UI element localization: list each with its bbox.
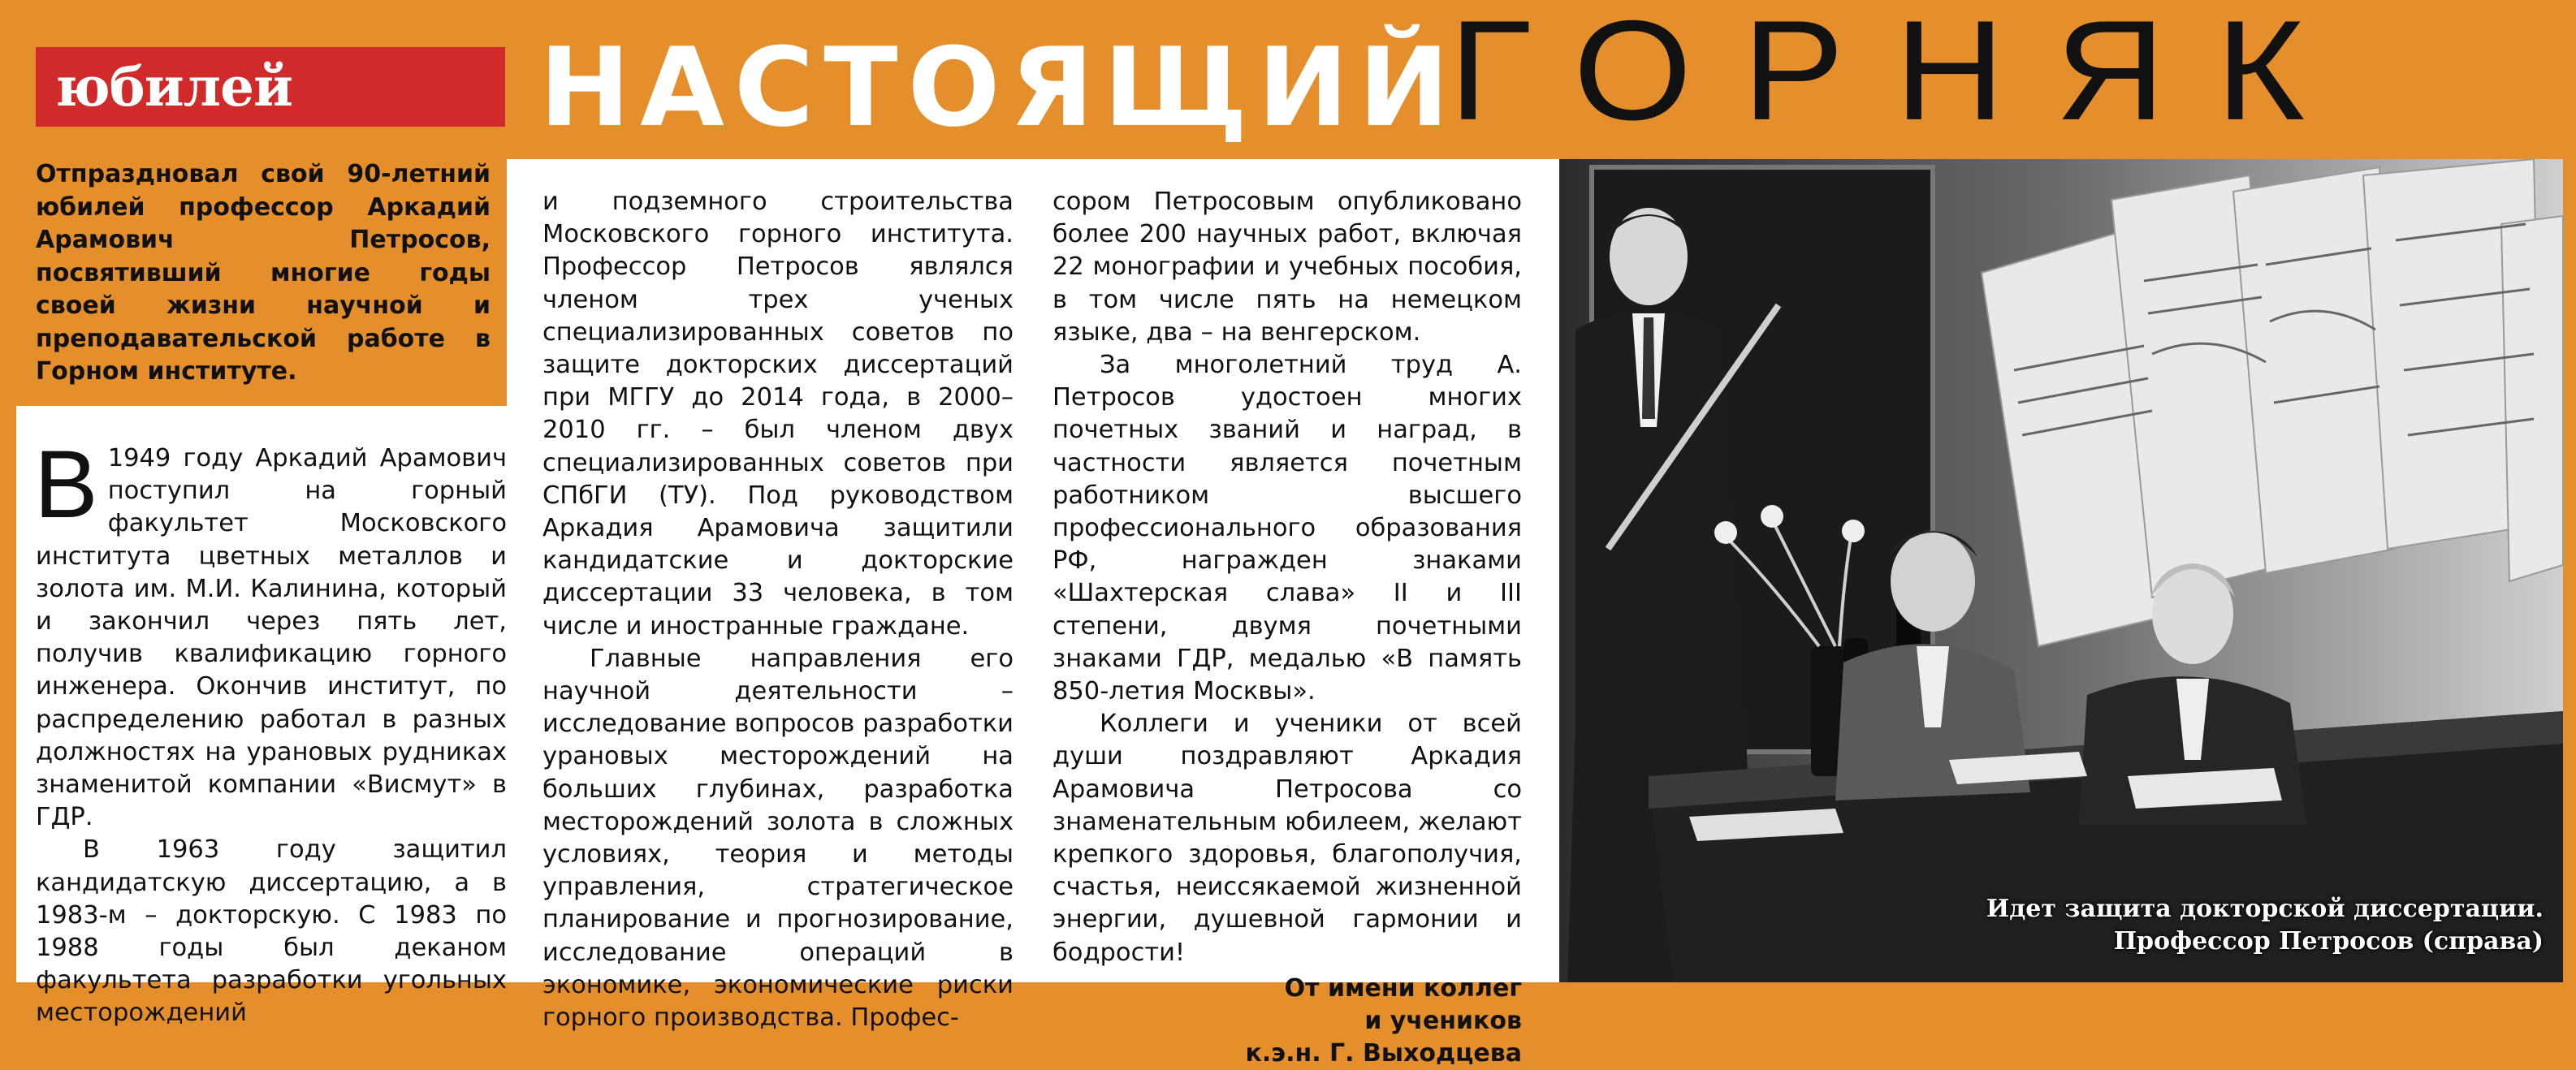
paragraph: В 1963 году защитил кандидатскую диссертацию, а в 1983-м – докторскую. С 1983 по 1988 годы был деканом факультета разработки угольных месторождений [36,835,507,1028]
paragraph: Главные направления его научной деятельности – исследование вопросов разработки урановых месторождений на больших глубинах, разработка месторождений золота в сложных условиях, теория и методы управления, стратегическое планирование и прогнозирование, исследование операций в экономике, экономические риски горного производства. Профес- [542,644,1014,1033]
dropcap: В [34,431,98,538]
article-column-3 [1052,186,1522,1070]
photo-illustration [1559,159,2563,982]
headline-part2: ГОРНЯК [1449,0,2355,150]
paragraph-text: 1949 году Аркадий Арамович поступил на горный факультет Московского института цветных металлов и золота им. М.И. Калинина, который и закончил через пять лет, получив квалификацию горного инженера. Окончив институт, по распределению работал в разных должностях на урановых рудниках знаменитой компании «Висмут» в ГДР. [36,444,507,832]
caption-line: Идет защита докторской диссертации. [1986,895,2544,923]
paragraph: За многолетний труд А. Петросов удостоен многих почетных званий и наград, в частности является почетным работником высшего профессионального образования РФ, награжден знаками «Шахтерская слава» II и III степени, двумя почетными знаками ГДР, медалью «В память 850-летия Москвы». [1052,351,1522,706]
photo [1559,159,2563,982]
signature-line: и учеников [1364,1006,1522,1035]
article-column-1 [34,431,507,1030]
paragraph: и подземного строительства Московского горного института. Профессор Петросов являлся членом трех ученых специализированных советов по защите докторских диссертаций при МГГУ до 2014 года, в 2000–2010 гг. – был членом двух специализированных советов при СПбГИ (ТУ). Под руководством Аркадия Арамовича защитили кандидатские и докторские диссертации 33 человека, в том числе и иностранные граждане. [542,188,1014,641]
paragraph [34,431,507,834]
header [0,0,2576,154]
signature-line: От имени коллег [1284,973,1522,1003]
signature-line: к.э.н. Г. Выходцева [1245,1038,1522,1068]
paragraph: Коллеги и ученики от всей души поздравляют Аркадия Арамовича Петросова со знаменательным юбилеем, желают крепкого здоровья, благополучия, счастья, неиссякаемой жизненной энергии, душевной гармонии и бодрости! [1052,710,1522,967]
article-column-2 [542,186,1014,1034]
photo-caption [1813,893,2544,958]
headline-part1: НАСТОЯЩИЙ [539,24,1459,151]
paragraph: сором Петросовым опубликовано более 200 научных работ, включая 22 монографии и учебных пособия, в том числе пять на немецком языке, два – на венгерском. [1052,188,1522,347]
lead-paragraph: Отпраздновал свой 90-летний юбилей профессор Аркадий Арамович Петросов, посвятивший многие годы своей жизни научной и преподавательской работе в Горном институте. [36,160,491,386]
signature [1052,973,1522,1070]
caption-line: Профессор Петросов (справа) [2113,927,2544,956]
rubric-label: юбилей [36,47,505,127]
